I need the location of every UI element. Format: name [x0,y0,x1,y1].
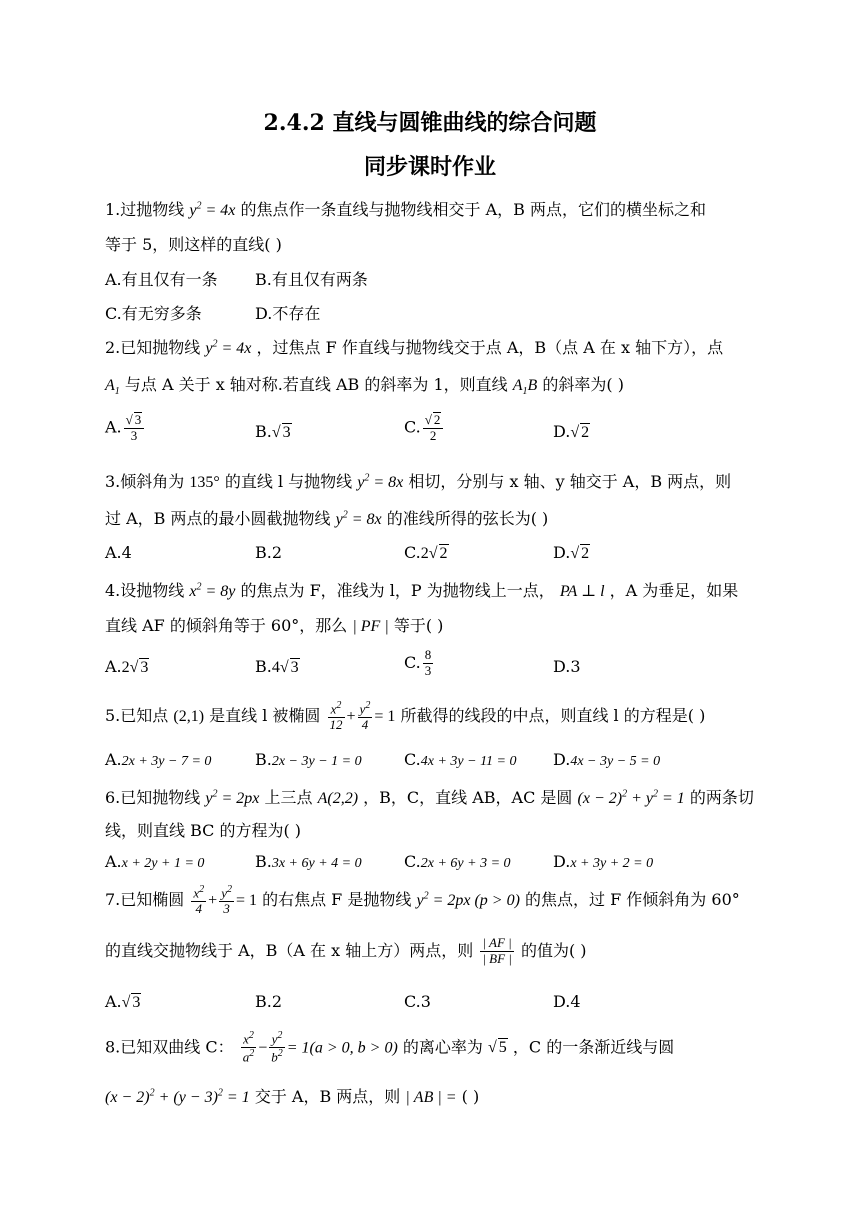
q3-line2: 过 A，B 两点的最小圆截抛物线 $y^2 = 8x$ 的准线所得的弦长为( ) [105,509,549,528]
q2-option-d: D.√ 2 [553,422,590,441]
q6-option-d: D.x + 3y + 2 = 0 [553,852,654,871]
q5-option-a: A.2x + 3y − 7 = 0 [105,750,212,769]
q1-option-a: A.有且仅有一条 [105,270,218,289]
q2-option-b: B.√ 3 [255,422,291,441]
q4-line2: 直线 AF 的倾斜角等于 60°，那么 | PF | 等于( ) [105,616,444,635]
q4-option-d: D.3 [553,657,581,676]
q6-line1: 6.已知抛物线 $y^2 = 2px$ 上三点 A(2,2) ，B，C，直线 AB，AC 是圆 $(x - 2)^2 + y^2 = 1$ 的两条切 [105,788,754,807]
q2-formula: $y^2 = 4x$ [205,338,252,357]
q3-option-c: C.2√ 2 [404,543,448,562]
q4-line1: 4.设抛物线 $x^2 = 8y$ 的焦点为 F，准线为 l，P 为抛物线上一点， PA ⊥ l ，A 为垂足，如果 [105,581,739,600]
q4-option-c: C. $\frac{8}{3}$ [404,647,432,678]
q1-option-c: C.有无穷多条 [105,304,202,323]
q2-option-a: A. $\frac{√ 3}{3}$ [105,412,146,444]
q5-option-b: B.2x − 3y − 1 = 0 [255,750,362,769]
q7-line1: 7.已知椭圆 $\frac{x^2}{4}$ + $\frac{y^2}{3}$ = 1 的右焦点 F 是抛物线 $y^2 = 2px$ (p > 0) 的焦点，过 F 作倾斜角为 60° [105,884,740,917]
q3-option-a: A.4 [105,543,132,562]
q3-option-d: D.√ 2 [553,543,590,562]
q3-line1: 3.倾斜角为 135° 的直线 l 与抛物线 $y^2 = 8x$ 相切，分别与 x 轴、y 轴交于 A，B 两点，则 [105,472,732,491]
q1-option-b: B.有且仅有两条 [255,270,368,289]
q2-line2: $A_1$ 与点 A 关于 x 轴对称.若直线 AB 的斜率为 1，则直线 $A_1B$ 的斜率为( ) [105,375,624,398]
q2-line1: 2.已知抛物线 $y^2 = 4x$ ，过焦点 F 作直线与抛物线交于点 A，B（点 A 在 x 轴下方），点 [105,338,724,357]
q1-line1: 1.过抛物线 $y^2 = 4x$ 的焦点作一条直线与抛物线相交于 A，B 两点，它们的横坐标之和 [105,200,706,219]
q8-line2: $(x - 2)^2 + (y - 3)^2 = 1$ 交于 A，B 两点，则 | AB | = ( ) [105,1087,480,1106]
document-title: 2.4.2 直线与圆锥曲线的综合问题 [263,110,597,136]
document-subtitle: 同步课时作业 [363,154,496,180]
q1-option-d: D.不存在 [255,304,321,323]
q7-option-c: C.3 [404,992,431,1011]
q5-option-c: C.4x + 3y − 11 = 0 [404,750,517,769]
q8-line1: 8.已知双曲线 C： $\frac{x^2}{a^2}$ − $\frac{y^2}{b^2}$ = 1(a > 0, b > 0) 的离心率为 √ 5 ，C 的一条渐近线与圆 [105,1030,675,1065]
q6-option-b: B.3x + 6y + 4 = 0 [255,852,362,871]
q6-option-c: C.2x + 6y + 3 = 0 [404,852,511,871]
q7-line2: 的直线交抛物线于 A，B（A 在 x 轴上方）两点，则 $\frac{| AF |}{| BF |}$ 的值为( ) [105,935,587,966]
q7-option-d: D.4 [553,992,581,1011]
q4-option-a: A.2√ 3 [105,657,149,676]
q3-option-b: B.2 [255,543,283,562]
q6-line2: 线，则直线 BC 的方程为( ) [105,821,302,840]
q1-line2: 等于 5，则这样的直线( ) [105,235,282,254]
q4-option-b: B.4√ 3 [255,657,299,676]
q7-option-b: B.2 [255,992,283,1011]
q5-line1: 5.已知点 (2,1) 是直线 l 被椭圆 $\frac{x^2}{12}$ + $\frac{y^2}{4}$ = 1 所截得的线段的中点，则直线 l 的方程是( ) [105,700,706,733]
q5-option-d: D.4x − 3y − 5 = 0 [553,750,661,769]
q7-option-a: A.√ 3 [105,992,141,1011]
q6-option-a: A.x + 2y + 1 = 0 [105,852,205,871]
q2-option-c: C. $\frac{√ 2}{2}$ [404,412,445,444]
q1-formula: $y^2 = 4x$ [189,200,236,219]
